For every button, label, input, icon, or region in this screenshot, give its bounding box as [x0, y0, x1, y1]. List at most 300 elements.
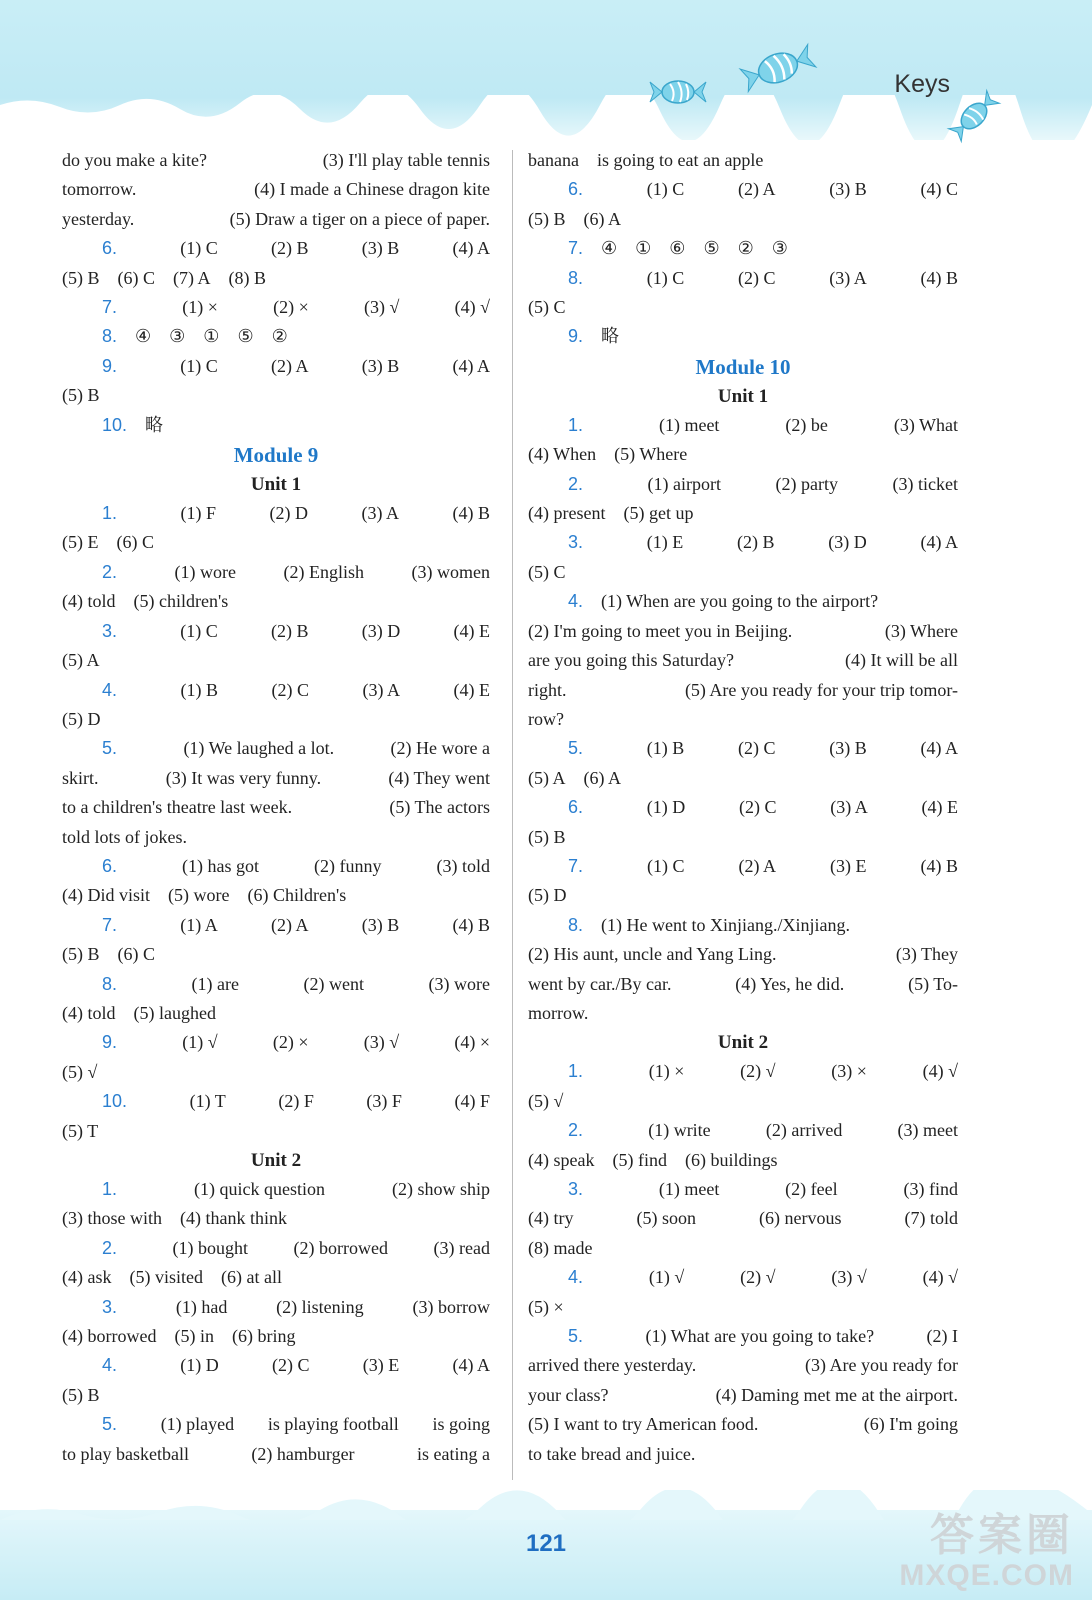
- answer-text: morrow.: [528, 1002, 589, 1023]
- answer-text: (2) B: [737, 532, 775, 553]
- answer-line: [62, 1175, 490, 1204]
- answer-text: (1) D: [646, 797, 686, 818]
- question-number: 2.: [568, 1120, 584, 1141]
- answer-line: [62, 793, 490, 822]
- answer-text: (4) They went: [388, 767, 490, 788]
- answer-text: (2) F: [278, 1091, 314, 1112]
- answer-text: (5) C: [528, 561, 566, 582]
- header-title: Keys: [894, 70, 950, 98]
- answer-text: (1) ×: [648, 1061, 685, 1082]
- answer-line: [528, 528, 958, 557]
- candy-icon: [738, 40, 818, 96]
- question-number: 7.: [102, 914, 118, 935]
- answer-line: [62, 1440, 490, 1469]
- answer-text: (1) C: [180, 355, 218, 376]
- answer-line: [62, 499, 490, 528]
- answer-text: (2) C: [739, 797, 777, 818]
- answer-text: (5) A: [528, 767, 566, 788]
- answer-text: (3) find: [903, 1179, 958, 1199]
- answer-line: [62, 352, 490, 381]
- answer-text: (3) B: [829, 738, 867, 759]
- answer-text: (2) went: [303, 973, 364, 994]
- answer-text: (4) told: [62, 591, 116, 612]
- answer-line: [528, 881, 958, 910]
- answer-text: (5) D: [528, 885, 567, 906]
- answer-line: [528, 587, 958, 616]
- answer-text: (4) A: [452, 355, 490, 376]
- answer-text: (1) B: [646, 738, 685, 759]
- answer-text: (3) A: [361, 503, 399, 524]
- answer-line: [528, 1116, 958, 1145]
- answer-line: [528, 617, 958, 646]
- answer-line: [62, 940, 490, 969]
- question-number: 3.: [568, 532, 584, 553]
- answer-text: (4) I made a Chinese dragon kite: [254, 179, 490, 200]
- answer-text: (2) feel: [785, 1179, 838, 1199]
- answer-text: ⑤: [703, 238, 720, 259]
- answer-text: tomorrow.: [62, 179, 137, 200]
- answer-text: (1) quick question: [194, 1179, 325, 1199]
- left-column: [62, 146, 490, 1469]
- question-number: 10.: [102, 1091, 128, 1112]
- answer-text: (3) I'll play table tennis: [322, 150, 490, 170]
- answer-line: [528, 322, 958, 351]
- answer-line: [62, 646, 490, 675]
- answer-text: (3) B: [361, 355, 400, 376]
- answer-text: (4) A: [920, 738, 958, 759]
- answer-text: (3) E: [362, 1355, 400, 1376]
- answer-line: [62, 999, 490, 1028]
- answer-text: (2) He wore a: [390, 738, 490, 759]
- answer-line: [62, 764, 490, 793]
- answer-text: (3) B: [361, 914, 400, 935]
- answer-text: (5) √: [62, 1061, 98, 1082]
- answer-text: (6) nervous: [758, 1208, 842, 1229]
- question-number: 9.: [102, 355, 118, 376]
- answer-text: (3) wore: [428, 973, 490, 994]
- module-title: Module 9: [233, 443, 319, 468]
- answer-text: is going: [432, 1414, 490, 1435]
- answer-text: (1) D: [180, 1355, 219, 1376]
- answer-text: ②: [271, 326, 288, 347]
- answer-text: (4) B: [920, 267, 958, 288]
- answer-text: (5) √: [528, 1090, 564, 1111]
- answer-text: (1) wore: [174, 561, 236, 582]
- answer-line: [528, 1087, 958, 1116]
- answer-text: (3) A: [829, 267, 867, 288]
- answer-text: (2) listening: [276, 1296, 364, 1317]
- answer-line: [528, 1351, 958, 1380]
- question-number: 4.: [568, 591, 584, 612]
- answer-text: (3) borrow: [412, 1296, 490, 1317]
- answer-line: [528, 1440, 958, 1469]
- answer-text: (4) Yes, he did.: [735, 973, 845, 994]
- answer-text: (3) √: [363, 1032, 400, 1053]
- question-number: 5.: [568, 1326, 584, 1347]
- question-number: 2.: [568, 473, 584, 494]
- answer-line: [62, 1381, 490, 1410]
- question-number: 4.: [102, 1355, 118, 1376]
- candy-icon: [648, 72, 708, 112]
- answer-line: [528, 1234, 958, 1263]
- answer-text: (1) ×: [182, 297, 218, 318]
- answer-text: (7) A: [173, 267, 211, 288]
- answer-text: (1) C: [180, 620, 218, 641]
- answer-text: 略: [145, 414, 164, 435]
- answer-text: (5) laughed: [133, 1002, 216, 1023]
- answer-text: (3) D: [361, 620, 401, 641]
- answer-line: [528, 764, 958, 793]
- column-divider: [512, 150, 513, 1480]
- answer-text: (6) Children's: [247, 885, 347, 906]
- answer-text: (3) Are you ready for: [805, 1355, 958, 1376]
- answer-text: (2) C: [737, 267, 776, 288]
- answer-text: (6) A: [583, 208, 621, 229]
- answer-line: [528, 499, 958, 528]
- question-number: 8.: [568, 914, 584, 935]
- module-title: Module 10: [695, 354, 791, 379]
- answer-text: (5) D: [62, 708, 101, 729]
- answer-text: (2) B: [270, 238, 309, 259]
- answer-text: (2) funny: [314, 855, 382, 876]
- answer-text: to take bread and juice.: [528, 1443, 696, 1464]
- answer-text: (3) √: [364, 297, 400, 318]
- answer-line: [528, 793, 958, 822]
- unit-title: Unit 2: [717, 1032, 769, 1054]
- answer-line: [62, 381, 490, 410]
- answer-text: (5) I want to try American food.: [528, 1414, 759, 1435]
- watermark: [899, 1512, 1074, 1592]
- answer-text: (2) I: [926, 1326, 958, 1347]
- answer-text: (7) told: [904, 1208, 958, 1229]
- answer-text: ④: [135, 326, 152, 347]
- answer-text: (3) Where: [884, 620, 958, 641]
- answer-text: (5) B: [62, 1384, 100, 1405]
- question-number: 2.: [102, 561, 118, 582]
- answer-text: (3) It was very funny.: [165, 767, 322, 788]
- answer-line: [62, 264, 490, 293]
- answer-text: ⑤: [237, 326, 254, 347]
- answer-text: (3) √: [831, 1267, 867, 1288]
- answer-line: [62, 234, 490, 263]
- answer-text: (1) meet: [658, 414, 720, 435]
- answer-line: [528, 558, 958, 587]
- answer-text: (5) To-: [908, 973, 958, 994]
- answer-line: [62, 587, 490, 616]
- question-number: 3.: [102, 1296, 118, 1317]
- unit-title: Unit 2: [250, 1150, 302, 1171]
- answer-text: (1) has got: [182, 855, 259, 876]
- question-number: 6.: [102, 238, 118, 259]
- answer-text: (8) B: [228, 267, 266, 288]
- answer-text: (6) C: [117, 267, 155, 288]
- answer-text: (4) thank think: [179, 1208, 287, 1229]
- answer-text: (2) ×: [273, 297, 309, 318]
- answer-text: (3) B: [829, 179, 867, 200]
- answer-line: [528, 1293, 958, 1322]
- answer-text: (3) They: [895, 944, 958, 965]
- answer-text: (4) A: [920, 532, 958, 553]
- answer-text: (2) A: [738, 855, 777, 876]
- question-number: 9.: [102, 1032, 118, 1053]
- answer-text: (2) A: [737, 179, 776, 200]
- answer-line: [528, 1410, 958, 1439]
- answer-text: (2) √: [740, 1061, 776, 1082]
- answer-text: (4) B: [452, 503, 490, 524]
- answer-text: (4) Did visit: [62, 885, 150, 906]
- question-number: 6.: [568, 797, 584, 818]
- answer-text: (4) told: [62, 1002, 116, 1023]
- answer-text: (2) C: [272, 1355, 310, 1376]
- answer-text: (4) When: [528, 444, 597, 465]
- answer-text: (3) meet: [897, 1120, 958, 1141]
- answer-line: [528, 175, 958, 204]
- answer-text: (5) C: [528, 297, 566, 318]
- answer-text: is playing football: [267, 1414, 399, 1435]
- answer-text: (5) B: [62, 944, 100, 965]
- answer-text: (1) B: [180, 679, 219, 700]
- answer-text: (2) A: [270, 914, 309, 935]
- question-number: 3.: [568, 1179, 584, 1199]
- answer-text: (5) B: [62, 267, 100, 288]
- answer-text: (3) women: [411, 561, 490, 582]
- answer-text: (1) C: [647, 855, 685, 876]
- question-number: 7.: [568, 238, 584, 259]
- answer-text: (4) present: [528, 503, 606, 524]
- answer-text: (1) write: [648, 1120, 711, 1141]
- answer-line: [528, 676, 958, 705]
- answer-text: ②: [737, 238, 754, 259]
- answer-line: [62, 970, 490, 999]
- answer-text: (2) D: [269, 503, 308, 524]
- answer-text: (1) C: [646, 267, 685, 288]
- question-number: 5.: [102, 1414, 118, 1435]
- answer-text: (1) √: [648, 1267, 685, 1288]
- answer-line: [528, 1204, 958, 1233]
- answer-line: [528, 999, 958, 1028]
- answer-text: (2) show ship: [392, 1179, 490, 1199]
- answer-text: (1) √: [182, 1032, 218, 1053]
- answer-text: (3) A: [362, 679, 401, 700]
- question-number: 5.: [102, 738, 118, 759]
- answer-line: [528, 705, 958, 734]
- answer-text: (1) E: [646, 532, 684, 553]
- answer-text: (4) Daming met me at the airport.: [715, 1384, 958, 1405]
- header-wave: [0, 95, 1092, 145]
- answer-text: (6) buildings: [684, 1149, 778, 1170]
- answer-text: is going to eat an apple: [596, 150, 764, 170]
- watermark-logo-text: 答案圈: [930, 1511, 1074, 1560]
- answer-text: (5) visited: [129, 1267, 203, 1288]
- question-number: 6.: [102, 855, 118, 876]
- answer-text: (3) ticket: [892, 473, 958, 494]
- answer-text: banana: [528, 150, 579, 170]
- answer-text: (4) A: [452, 238, 490, 259]
- answer-text: 略: [601, 326, 620, 347]
- question-number: 7.: [568, 855, 584, 876]
- answer-line: [62, 823, 490, 852]
- answer-line: [62, 146, 490, 175]
- answer-text: (4) speak: [528, 1149, 595, 1170]
- answer-line: [62, 1263, 490, 1292]
- answer-text: are you going this Saturday?: [528, 650, 734, 671]
- answer-text: do you make a kite?: [62, 150, 207, 170]
- answer-line: [528, 234, 958, 263]
- answer-line: [528, 823, 958, 852]
- page-number: 121: [525, 1530, 567, 1557]
- answer-line: [528, 293, 958, 322]
- answer-text: skirt.: [62, 767, 99, 788]
- answer-text: (4) ask: [62, 1267, 112, 1288]
- answer-text: (6) I'm going: [863, 1414, 958, 1435]
- question-number: 1.: [568, 1061, 584, 1082]
- answer-line: [62, 617, 490, 646]
- answer-line: [528, 1146, 958, 1175]
- answer-text: (5) get up: [623, 503, 694, 524]
- answer-text: (2) C: [737, 738, 776, 759]
- answer-text: (1) C: [180, 238, 218, 259]
- answer-text: (3) D: [828, 532, 867, 553]
- answer-text: (5) B: [62, 385, 100, 406]
- answer-text: yesterday.: [62, 208, 135, 229]
- answer-line: [528, 205, 958, 234]
- answer-text: (4) C: [920, 179, 958, 200]
- answer-text: (1) had: [175, 1296, 228, 1317]
- answer-line: [528, 264, 958, 293]
- answer-line: [62, 175, 490, 204]
- answer-text: (2) His aunt, uncle and Yang Ling.: [528, 944, 777, 965]
- answer-line: [62, 705, 490, 734]
- answer-text: (1) are: [191, 973, 239, 994]
- answer-text: (5) find: [612, 1149, 667, 1170]
- answer-line: [62, 411, 490, 440]
- answer-text: (2) B: [271, 620, 309, 641]
- answer-text: (1) C: [646, 179, 685, 200]
- right-column: [528, 146, 958, 1469]
- answer-line: [528, 1322, 958, 1351]
- answer-text: (4) E: [921, 797, 958, 818]
- answer-line: [528, 440, 958, 469]
- answer-text: row?: [528, 708, 564, 729]
- answer-line: [62, 1351, 490, 1380]
- question-number: 8.: [102, 326, 118, 347]
- question-number: 8.: [102, 973, 118, 994]
- answer-text: is eating a: [417, 1443, 490, 1464]
- question-number: 5.: [568, 738, 584, 759]
- question-number: 1.: [102, 1179, 118, 1199]
- answer-line: [62, 1322, 490, 1351]
- answer-text: (6) C: [116, 532, 154, 553]
- answer-text: (2) C: [271, 679, 310, 700]
- answer-text: (5) The actors: [389, 797, 490, 818]
- answer-text: to a children's theatre last week.: [62, 797, 293, 818]
- answer-text: (5) T: [62, 1120, 99, 1141]
- answer-text: (4) E: [453, 679, 490, 700]
- answer-text: (5) ×: [528, 1296, 564, 1317]
- answer-text: (5) in: [174, 1326, 214, 1347]
- answer-line: [528, 1381, 958, 1410]
- answer-text: (4) √: [922, 1061, 958, 1082]
- answer-text: (2) be: [785, 414, 828, 435]
- answer-text: (1) A: [180, 914, 218, 935]
- answer-line: [62, 1204, 490, 1233]
- answer-text: (4) try: [528, 1208, 574, 1229]
- answer-text: right.: [528, 679, 567, 700]
- question-number: 9.: [568, 326, 584, 347]
- question-number: 3.: [102, 620, 118, 641]
- answer-text: (3) ×: [831, 1061, 867, 1082]
- answer-line: [62, 558, 490, 587]
- answer-text: (2) A: [270, 355, 309, 376]
- answer-text: (6) bring: [231, 1326, 296, 1347]
- unit-title: Unit 1: [717, 385, 769, 407]
- answer-text: your class?: [528, 1384, 609, 1405]
- answer-text: (3) A: [830, 797, 868, 818]
- answer-text: (5) soon: [636, 1208, 696, 1229]
- answer-line: [62, 1087, 490, 1116]
- question-number: 6.: [568, 179, 584, 200]
- answer-text: (3) B: [361, 238, 400, 259]
- answer-text: (1) meet: [658, 1179, 720, 1199]
- answer-text: ③: [771, 238, 788, 259]
- answer-text: ①: [203, 326, 220, 347]
- answer-text: (2) borrowed: [293, 1237, 389, 1258]
- answer-line: [62, 852, 490, 881]
- answer-text: (4) E: [453, 620, 490, 641]
- answer-text: (3) F: [366, 1091, 402, 1112]
- answer-line: [62, 1234, 490, 1263]
- answer-text: (1) bought: [172, 1237, 249, 1258]
- answer-line: [528, 734, 958, 763]
- answer-text: (2) party: [775, 473, 838, 494]
- question-number: 8.: [568, 267, 584, 288]
- question-number: 10.: [102, 414, 128, 435]
- answer-text: (4) borrowed: [62, 1326, 157, 1347]
- answer-text: (1) T: [189, 1091, 226, 1112]
- answer-line: [528, 411, 958, 440]
- answer-text: (2) arrived: [765, 1120, 843, 1141]
- question-number: 1.: [102, 503, 118, 524]
- answer-text: ⑥: [669, 238, 686, 259]
- answer-text: (4) B: [452, 914, 490, 935]
- answer-text: (1) When are you going to the airport?: [601, 591, 879, 612]
- answer-line: [62, 1117, 490, 1146]
- answer-text: (4) A: [452, 1355, 490, 1376]
- unit-title: Unit 1: [250, 474, 302, 496]
- answer-text: (2) English: [283, 561, 364, 582]
- answer-line: [528, 911, 958, 940]
- answer-text: (6) at all: [220, 1267, 282, 1288]
- answer-line: [62, 205, 490, 234]
- answer-text: (1) He went to Xinjiang./Xinjiang.: [601, 914, 850, 935]
- answer-text: (3) those with: [62, 1208, 162, 1229]
- question-number: 4.: [102, 679, 118, 700]
- answer-line: [62, 293, 490, 322]
- answer-text: (4) ×: [454, 1032, 490, 1053]
- answer-text: (5) E: [62, 532, 99, 553]
- answer-text: (4) √: [454, 297, 490, 318]
- answer-text: (1) airport: [647, 473, 721, 494]
- answer-text: (4) F: [454, 1091, 490, 1112]
- question-number: 2.: [102, 1237, 118, 1258]
- answer-text: (3) What: [893, 414, 958, 435]
- answer-text: (5) B: [528, 208, 566, 229]
- answer-line: [528, 1175, 958, 1204]
- answer-line: [62, 322, 490, 351]
- answer-text: ④: [601, 238, 618, 259]
- question-number: 1.: [568, 414, 584, 435]
- answer-line: [62, 676, 490, 705]
